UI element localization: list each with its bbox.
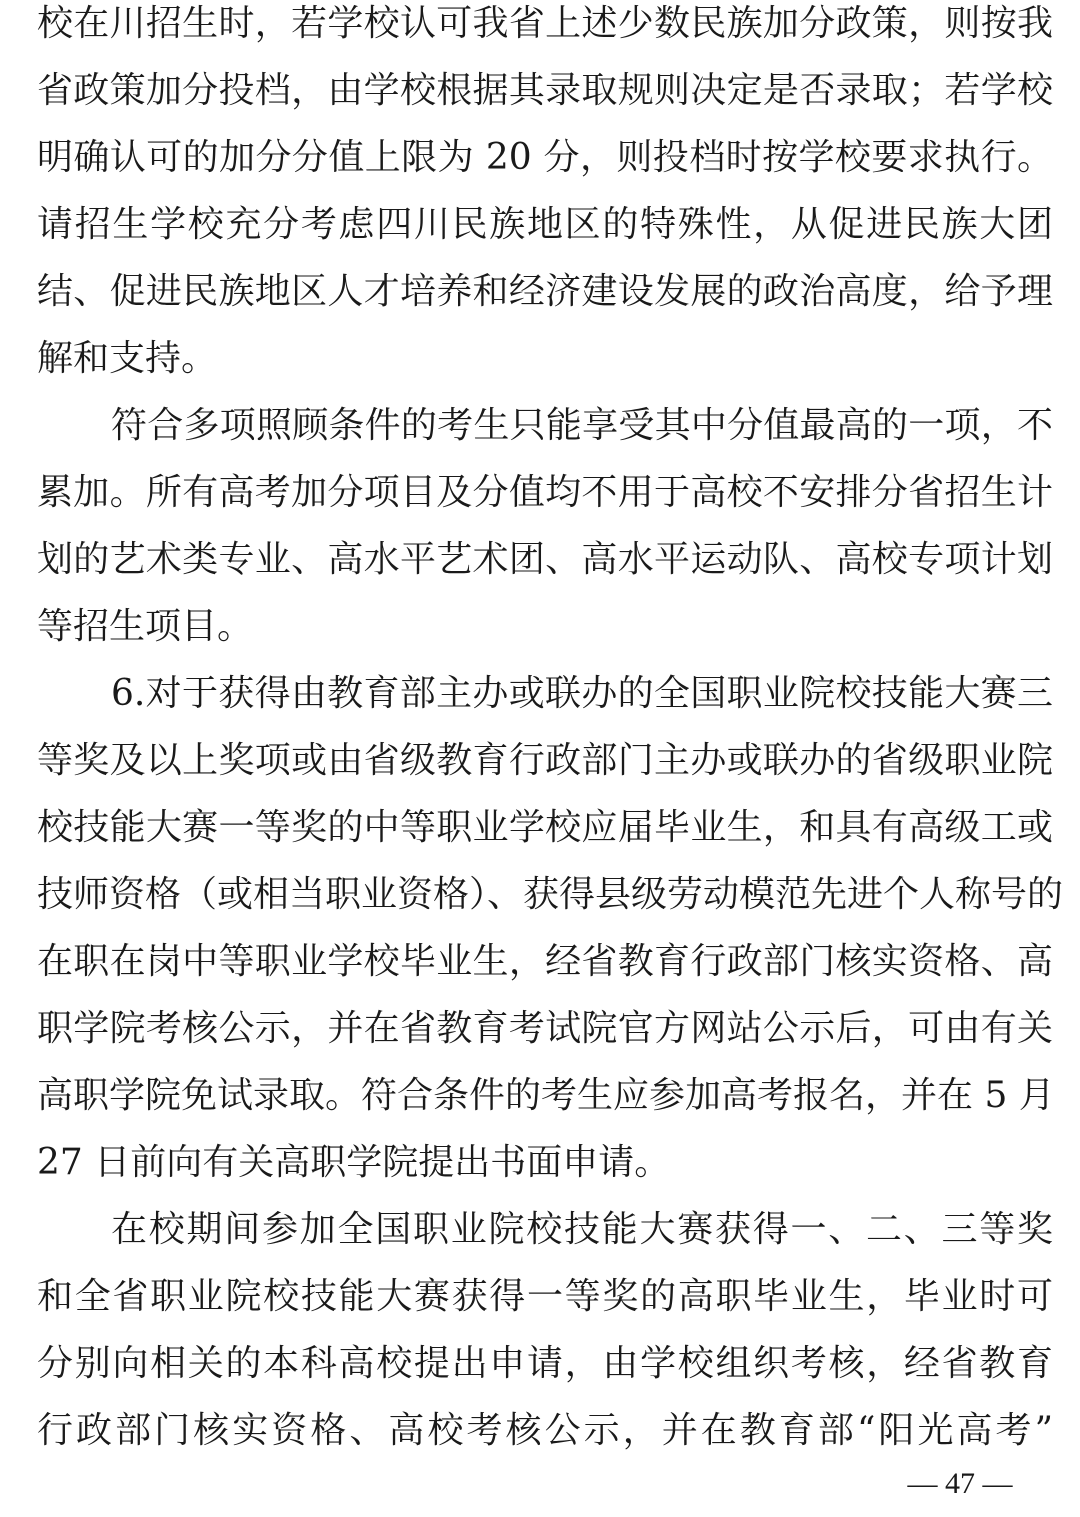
text-line: 分别向相关的本科高校提出申请，由学校组织考核，经省教育 xyxy=(37,1343,1053,1384)
text-line: 省政策加分投档，由学校根据其录取规则决定是否录取；若学校 xyxy=(37,70,1053,111)
text-line: 请招生学校充分考虑四川民族地区的特殊性，从促进民族大团 xyxy=(37,204,1053,245)
text-line: 在职在岗中等职业学校毕业生，经省教育行政部门核实资格、高 xyxy=(37,941,1053,982)
text-line: 校在川招生时，若学校认可我省上述少数民族加分政策，则按我 xyxy=(37,3,1053,44)
paragraph-first-line: 在校期间参加全国职业院校技能大赛获得一、二、三等奖 xyxy=(111,1209,1053,1250)
text-line: 高职学院免试录取。符合条件的考生应参加高考报名，并在 5 月 xyxy=(37,1075,1055,1116)
paragraph-first-line: 6.对于获得由教育部主办或联办的全国职业院校技能大赛三 xyxy=(111,673,1053,714)
text-line: 行政部门核实资格、高校考核公示，并在教育部“阳光高考” xyxy=(37,1410,1053,1451)
text-line: 结、促进民族地区人才培养和经济建设发展的政治高度，给予理 xyxy=(37,271,1053,312)
text-line: 明确认可的加分分值上限为 20 分，则投档时按学校要求执行。 xyxy=(37,137,1053,178)
text-line: 职学院考核公示，并在省教育考试院官方网站公示后，可由有关 xyxy=(37,1008,1053,1049)
text-line: 技师资格（或相当职业资格）、获得县级劳动模范先进个人称号的 xyxy=(37,874,1064,915)
text-line: 累加。所有高考加分项目及分值均不用于高校不安排分省招生计 xyxy=(37,472,1053,513)
paragraph-first-line: 符合多项照顾条件的考生只能享受其中分值最高的一项，不 xyxy=(111,405,1053,446)
text-line: 和全省职业院校技能大赛获得一等奖的高职毕业生，毕业时可 xyxy=(37,1276,1053,1317)
text-line: 等奖及以上奖项或由省级教育行政部门主办或联办的省级职业院 xyxy=(37,740,1053,781)
page-number: — 47 — xyxy=(907,1467,1013,1500)
text-line: 校技能大赛一等奖的中等职业学校应届毕业生，和具有高级工或 xyxy=(37,807,1053,848)
text-line: 划的艺术类专业、高水平艺术团、高水平运动队、高校专项计划 xyxy=(37,539,1053,580)
text-line: 27 日前向有关高职学院提出书面申请。 xyxy=(37,1142,671,1183)
text-line: 等招生项目。 xyxy=(37,606,254,647)
text-line: 解和支持。 xyxy=(37,338,218,379)
